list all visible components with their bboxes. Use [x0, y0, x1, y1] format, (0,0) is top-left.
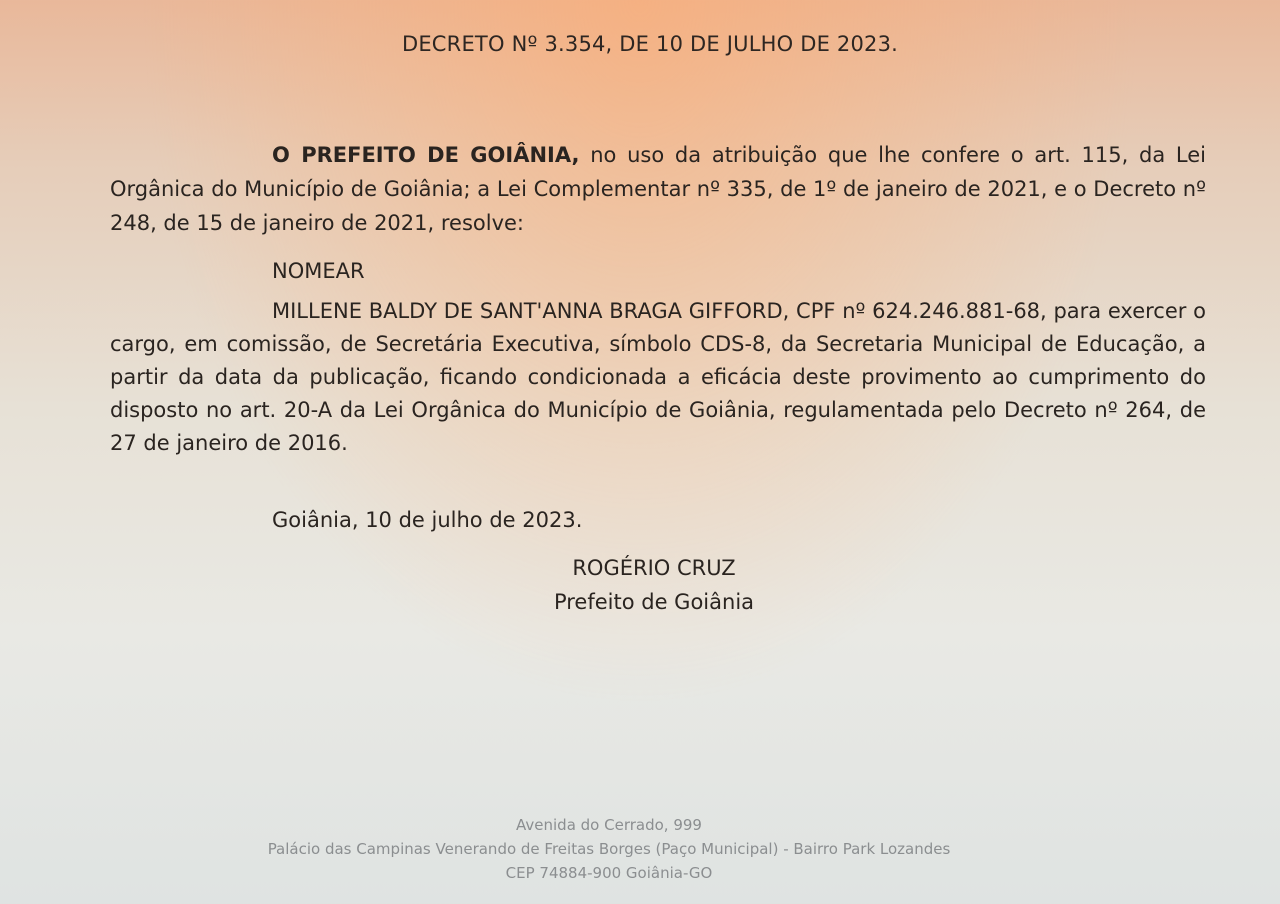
appointment-paragraph: MILLENE BALDY DE SANT'ANNA BRAGA GIFFORD, CPF nº 624.246.881-68, para exercer o cargo, em comissão, de Secretária Executiva, símbolo CDS-8, da Secretaria Municipal de Educação, a partir da data da publicação, ficando condicionada a eficácia deste provimento ao cumprimento do disposto no art. 20-A da Lei Orgânica do Município de Goiânia, regulamentada pelo Decreto nº 264, de 27 de janeiro de 2016.: [110, 299, 1206, 455]
action-word: NOMEAR: [272, 259, 365, 283]
footer-building: Palácio das Campinas Venerando de Freitas Borges (Paço Municipal) - Bairro Park Lozandes: [267, 840, 951, 858]
preamble-lead: O PREFEITO DE GOIÂNIA,: [272, 143, 580, 167]
preamble-text: no uso da atribuição que lhe confere o art. 115, da Lei Orgânica do Município de Goiânia; a Lei Complementar nº 335, de 1º de janeiro de 2021, e o Decreto nº 248, de 15 de janeiro de 2021, resolve:: [110, 143, 1206, 235]
footer-address: Avenida do Cerrado, 999: [516, 816, 702, 834]
place-date: Goiânia, 10 de julho de 2023.: [272, 508, 583, 532]
decree-title: DECRETO Nº 3.354, DE 10 DE JULHO DE 2023.: [401, 32, 899, 56]
preamble-paragraph: [110, 138, 1206, 240]
signatory-name: ROGÉRIO CRUZ: [572, 556, 736, 580]
signatory-role: Prefeito de Goiânia: [553, 590, 755, 614]
footer-postal: CEP 74884-900 Goiânia-GO: [505, 864, 713, 882]
